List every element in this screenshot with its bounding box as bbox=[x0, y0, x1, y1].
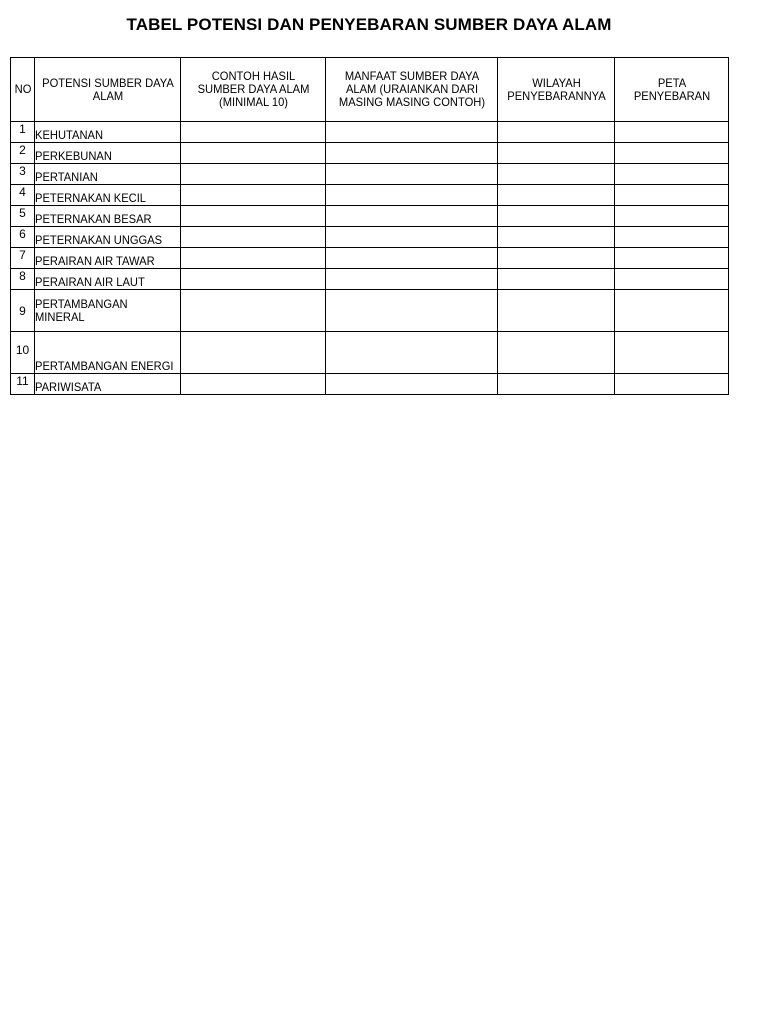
cell-manfaat bbox=[326, 206, 498, 227]
table-row bbox=[11, 227, 729, 248]
row-potensi-label: PARIWISATA bbox=[35, 380, 102, 394]
row-potensi bbox=[35, 206, 181, 227]
cell-peta bbox=[615, 206, 729, 227]
header-contoh-hasil: CONTOH HASIL SUMBER DAYA ALAM (MINIMAL 10) bbox=[186, 58, 321, 122]
table-row bbox=[11, 374, 729, 395]
table-body bbox=[11, 122, 729, 395]
cell-contoh-hasil bbox=[181, 332, 326, 374]
page-title: TABEL POTENSI DAN PENYEBARAN SUMBER DAYA ALAM bbox=[126, 15, 612, 34]
table-row bbox=[11, 290, 729, 332]
row-potensi bbox=[35, 143, 181, 164]
header-wilayah: WILAYAH PENYEBARANNYA bbox=[502, 58, 611, 122]
cell-manfaat bbox=[326, 290, 498, 332]
cell-manfaat bbox=[326, 248, 498, 269]
row-potensi-label: PETERNAKAN BESAR bbox=[35, 212, 152, 226]
table-header bbox=[11, 58, 729, 122]
row-potensi bbox=[35, 374, 181, 395]
cell-manfaat bbox=[326, 185, 498, 206]
row-potensi-label: PETERNAKAN UNGGAS bbox=[35, 233, 163, 247]
cell-peta bbox=[615, 185, 729, 206]
table-row bbox=[11, 143, 729, 164]
table-row bbox=[11, 164, 729, 185]
row-number: 2 bbox=[11, 143, 35, 164]
cell-wilayah bbox=[498, 206, 615, 227]
header-manfaat: MANFAAT SUMBER DAYA ALAM (URAIANKAN DARI MASING MASING CONTOH) bbox=[332, 58, 492, 122]
cell-manfaat bbox=[326, 332, 498, 374]
header-potensi: POTENSI SUMBER DAYA ALAM bbox=[40, 58, 176, 122]
row-number: 8 bbox=[11, 269, 35, 290]
table-row bbox=[11, 269, 729, 290]
cell-wilayah bbox=[498, 374, 615, 395]
row-potensi-label: PERTAMBANGAN MINERAL bbox=[35, 296, 128, 324]
row-potensi bbox=[35, 269, 181, 290]
cell-peta bbox=[615, 248, 729, 269]
row-potensi-label: PERTAMBANGAN ENERGI bbox=[35, 359, 174, 373]
cell-peta bbox=[615, 122, 729, 143]
row-potensi bbox=[35, 122, 181, 143]
header-no: NO bbox=[11, 58, 33, 122]
cell-wilayah bbox=[498, 185, 615, 206]
cell-manfaat bbox=[326, 122, 498, 143]
cell-peta bbox=[615, 143, 729, 164]
resource-table bbox=[10, 57, 729, 395]
cell-contoh-hasil bbox=[181, 206, 326, 227]
cell-wilayah bbox=[498, 227, 615, 248]
cell-contoh-hasil bbox=[181, 374, 326, 395]
row-number: 9 bbox=[11, 290, 35, 332]
row-potensi-label: PERAIRAN AIR LAUT bbox=[35, 275, 145, 289]
row-number: 10 bbox=[11, 332, 35, 374]
cell-contoh-hasil bbox=[181, 248, 326, 269]
row-number: 1 bbox=[11, 122, 35, 143]
row-potensi bbox=[35, 227, 181, 248]
cell-peta bbox=[615, 227, 729, 248]
row-number: 5 bbox=[11, 206, 35, 227]
cell-manfaat bbox=[326, 164, 498, 185]
cell-contoh-hasil bbox=[181, 269, 326, 290]
cell-peta bbox=[615, 269, 729, 290]
row-potensi bbox=[35, 332, 181, 374]
cell-manfaat bbox=[326, 143, 498, 164]
cell-peta bbox=[615, 332, 729, 374]
cell-wilayah bbox=[498, 290, 615, 332]
cell-peta bbox=[615, 374, 729, 395]
cell-wilayah bbox=[498, 164, 615, 185]
cell-contoh-hasil bbox=[181, 143, 326, 164]
row-number: 4 bbox=[11, 185, 35, 206]
row-number: 6 bbox=[11, 227, 35, 248]
row-number: 3 bbox=[11, 164, 35, 185]
header-peta: PETA PENYEBARAN bbox=[618, 58, 724, 122]
cell-contoh-hasil bbox=[181, 185, 326, 206]
cell-manfaat bbox=[326, 269, 498, 290]
cell-wilayah bbox=[498, 332, 615, 374]
table-row bbox=[11, 185, 729, 206]
cell-contoh-hasil bbox=[181, 227, 326, 248]
cell-wilayah bbox=[498, 122, 615, 143]
table-row bbox=[11, 332, 729, 374]
row-potensi bbox=[35, 290, 181, 332]
cell-contoh-hasil bbox=[181, 122, 326, 143]
row-potensi-label: KEHUTANAN bbox=[35, 128, 104, 142]
row-potensi-label: PERAIRAN AIR TAWAR bbox=[35, 254, 155, 268]
cell-manfaat bbox=[326, 227, 498, 248]
cell-wilayah bbox=[498, 143, 615, 164]
cell-peta bbox=[615, 164, 729, 185]
row-potensi-label: PERKEBUNAN bbox=[35, 149, 112, 163]
cell-wilayah bbox=[498, 248, 615, 269]
header-row bbox=[11, 58, 729, 122]
row-potensi bbox=[35, 248, 181, 269]
cell-peta bbox=[615, 290, 729, 332]
cell-contoh-hasil bbox=[181, 164, 326, 185]
row-potensi bbox=[35, 164, 181, 185]
row-number: 11 bbox=[11, 374, 35, 395]
table-row bbox=[11, 206, 729, 227]
table-row bbox=[11, 248, 729, 269]
table-row bbox=[11, 122, 729, 143]
cell-wilayah bbox=[498, 269, 615, 290]
row-potensi bbox=[35, 185, 181, 206]
cell-manfaat bbox=[326, 374, 498, 395]
cell-contoh-hasil bbox=[181, 290, 326, 332]
row-number: 7 bbox=[11, 248, 35, 269]
row-potensi-label: PERTANIAN bbox=[35, 170, 98, 184]
row-potensi-label: PETERNAKAN KECIL bbox=[35, 191, 147, 205]
